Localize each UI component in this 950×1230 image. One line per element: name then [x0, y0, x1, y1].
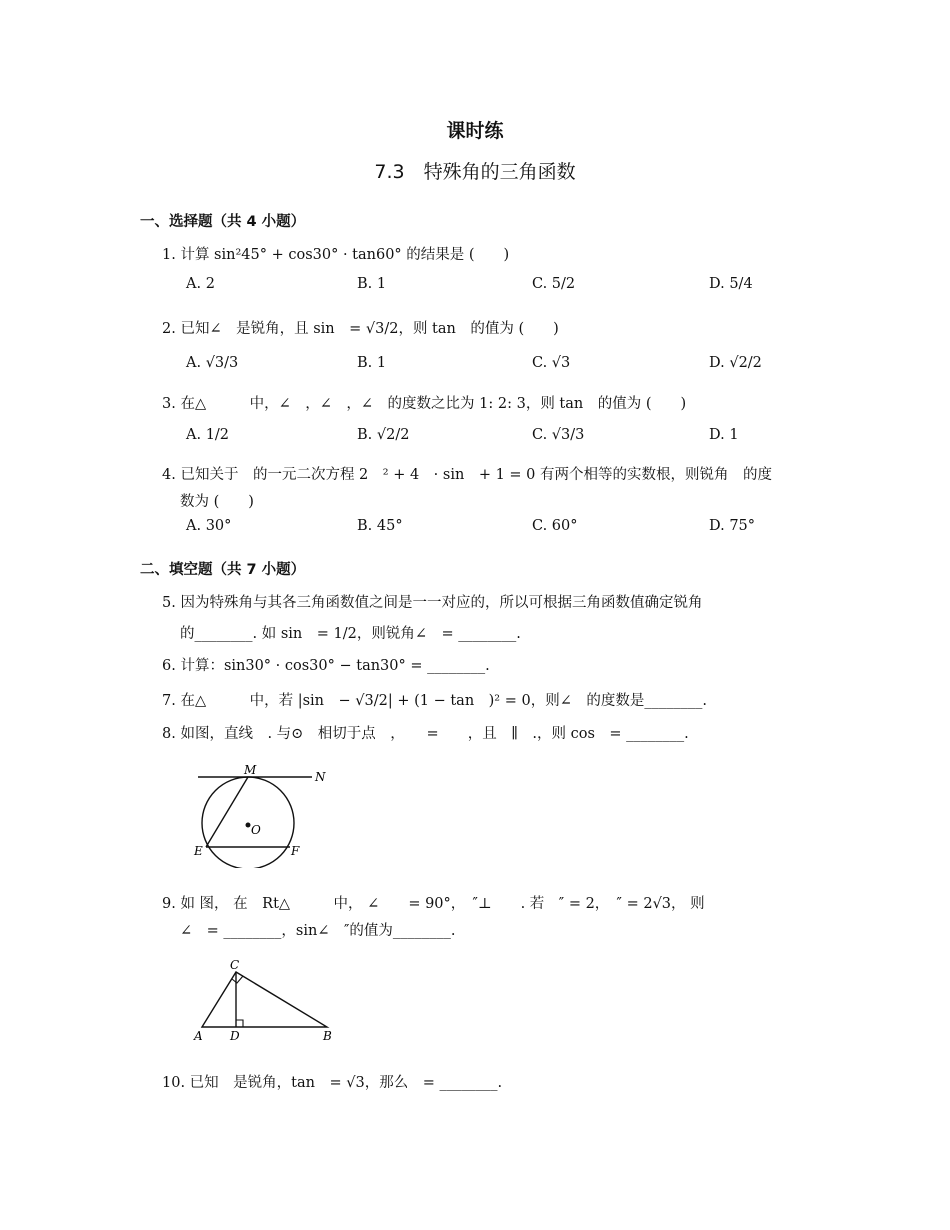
question-9-line2: ∠ = ________，sin∠ ″的值为________.	[180, 923, 456, 939]
q1-option-a[interactable]: A. 2	[186, 276, 215, 292]
q2-option-c[interactable]: C. √3	[532, 355, 571, 371]
question-4-line2: 数为 ( )	[180, 494, 254, 510]
label-b: B	[323, 1029, 332, 1043]
triangle-abc	[202, 972, 327, 1027]
figure-circle-tangent	[190, 758, 340, 868]
q1-option-c[interactable]: C. 5/2	[532, 276, 576, 292]
question-3: 3. 在△ 中，∠ ，∠ ，∠ 的度数之比为 1: 2: 3，则 tan 的值为 ( )	[162, 396, 687, 412]
q3-option-d[interactable]: D. 1	[709, 427, 739, 443]
q4-option-c[interactable]: C. 60°	[532, 518, 578, 534]
chord-me	[206, 777, 248, 847]
question-6: 6. 计算：sin30° · cos30° − tan30° = ________.	[162, 658, 490, 674]
q1-option-d[interactable]: D. 5/4	[709, 276, 753, 292]
q2-option-d[interactable]: D. √2/2	[709, 355, 762, 371]
label-c: C	[230, 958, 240, 972]
label-f: F	[291, 844, 300, 858]
label-e: E	[194, 844, 203, 858]
label-n: N	[315, 770, 326, 784]
question-7: 7. 在△ 中，若 |sin − √3/2| + (1 − tan )² = 0，则∠ 的度数是________.	[162, 693, 707, 709]
section-heading-choice: 一、选择题（共 4 小题）	[140, 214, 306, 230]
q2-option-b[interactable]: B. 1	[357, 355, 387, 371]
label-o: O	[251, 823, 261, 837]
label-a: A	[194, 1029, 203, 1043]
page-subtitle: 7.3 特殊角的三角函数	[374, 161, 576, 183]
figure-right-triangle	[190, 955, 340, 1045]
q2-option-a[interactable]: A. √3/3	[186, 355, 239, 371]
question-8: 8. 如图，直线 . 与⊙ 相切于点 ， = ，且 ∥ .，则 cos = ________.	[162, 726, 689, 742]
question-5-line2: 的________. 如 sin = 1/2，则锐角∠ = ________.	[180, 626, 521, 642]
question-2: 2. 已知∠ 是锐角，且 sin = √3/2，则 tan 的值为 ( )	[162, 321, 559, 337]
question-9-line1: 9. 如 图， 在 Rt△ 中， ∠ = 90°， ″⊥ . 若 ″ = 2， ″ = 2√3， 则	[162, 896, 705, 912]
page-title: 课时练	[446, 120, 504, 142]
center-point	[246, 823, 251, 828]
label-m: M	[244, 763, 257, 777]
label-d: D	[230, 1029, 240, 1043]
q3-option-b[interactable]: B. √2/2	[357, 427, 410, 443]
right-angle-mark-d	[236, 1020, 243, 1027]
q1-option-b[interactable]: B. 1	[357, 276, 387, 292]
question-5-line1: 5. 因为特殊角与其各三角函数值之间是一一对应的，所以可根据三角函数值确定锐角	[162, 595, 703, 611]
q4-option-a[interactable]: A. 30°	[186, 518, 232, 534]
section-heading-fill: 二、填空题（共 7 小题）	[140, 562, 306, 578]
q3-option-c[interactable]: C. √3/3	[532, 427, 585, 443]
question-10: 10. 已知 是锐角，tan = √3，那么 = ________.	[162, 1075, 503, 1091]
q3-option-a[interactable]: A. 1/2	[186, 427, 230, 443]
question-1: 1. 计算 sin²45° + cos30° · tan60° 的结果是 ( )	[162, 247, 510, 263]
q4-option-d[interactable]: D. 75°	[709, 518, 756, 534]
question-4-line1: 4. 已知关于 的一元二次方程 2 ² + 4 · sin + 1 = 0 有两个相等的实数根，则锐角 的度	[162, 467, 773, 483]
q4-option-b[interactable]: B. 45°	[357, 518, 403, 534]
